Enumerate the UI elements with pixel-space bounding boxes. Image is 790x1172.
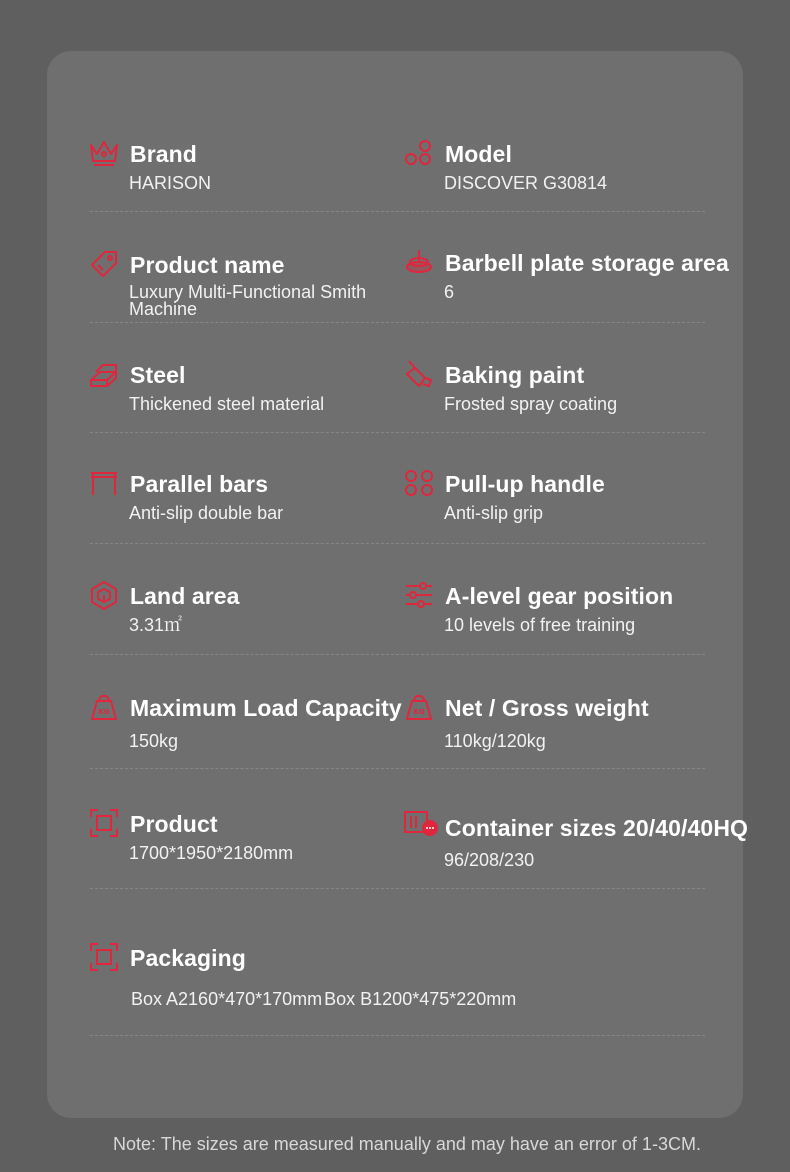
cube-icon [88, 579, 120, 611]
spec-title: Net / Gross weight [445, 695, 649, 721]
paint-tube-icon [403, 358, 435, 390]
svg-text:KG: KG [98, 708, 110, 716]
divider [90, 1035, 705, 1036]
spec-value: Luxury Multi-Functional Smith Machine [129, 282, 367, 319]
spec-title: Maximum Load Capacity [130, 695, 402, 721]
container-icon [403, 807, 439, 839]
spec-value: 10 levels of free training [444, 615, 636, 635]
dimension-frame-icon [88, 941, 120, 973]
spec-value: DISCOVER G30814 [444, 173, 608, 193]
spec-value: 1700*1950*2180mm [129, 843, 294, 863]
grip-icon [403, 467, 435, 499]
parallel-bars-icon [88, 467, 120, 499]
spec-value: Frosted spray coating [444, 394, 618, 414]
spec-value: HARISON [129, 173, 212, 193]
circles-icon [403, 137, 435, 169]
divider [90, 322, 705, 323]
kettlebell-icon [403, 691, 435, 723]
spec-title: Container sizes 20/40/40HQ [445, 815, 749, 841]
packaging-box-a: Box A2160*470*170mm [131, 989, 323, 1009]
divider [90, 888, 705, 889]
spec-title: Land area [130, 583, 240, 609]
dimension-frame-icon [88, 807, 120, 839]
divider [90, 211, 705, 212]
sliders-icon [403, 579, 435, 611]
spec-value: Thickened steel material [129, 394, 325, 414]
spec-title: Model [445, 141, 512, 167]
packaging-box-b: Box B1200*475*220mm [324, 989, 517, 1009]
spec-title: Barbell plate storage area [445, 250, 729, 276]
spec-value [131, 991, 518, 1008]
tag-icon [88, 248, 120, 280]
spec-value: 96/208/230 [444, 850, 535, 870]
svg-text:KG: KG [413, 708, 425, 716]
spec-title: Brand [130, 141, 197, 167]
spec-title: Pull-up handle [445, 471, 605, 497]
spec-title: Packaging [130, 945, 246, 971]
plate-stack-icon [403, 246, 435, 278]
spec-title: Baking paint [445, 362, 585, 388]
spec-title: Parallel bars [130, 471, 269, 497]
divider [90, 654, 705, 655]
kettlebell-icon [88, 691, 120, 723]
spec-title: A-level gear position [445, 583, 674, 609]
spec-title: Steel [130, 362, 186, 388]
divider [90, 543, 705, 544]
crown-icon [88, 137, 120, 169]
spec-value: 150kg [129, 731, 179, 751]
steel-bars-icon [88, 358, 120, 390]
spec-title: Product [130, 811, 218, 837]
divider [90, 432, 705, 433]
spec-value: 6 [444, 282, 455, 302]
spec-value: 3.31㎡ [129, 615, 183, 635]
spec-value: Anti-slip grip [444, 503, 544, 523]
spec-value: 110kg/120kg [444, 731, 546, 751]
spec-title: Product name [130, 252, 285, 278]
measurement-note: Note: The sizes are measured manually and may have an error of 1-3CM. [113, 1134, 701, 1154]
spec-value: Anti-slip double bar [129, 503, 284, 523]
divider [90, 768, 705, 769]
